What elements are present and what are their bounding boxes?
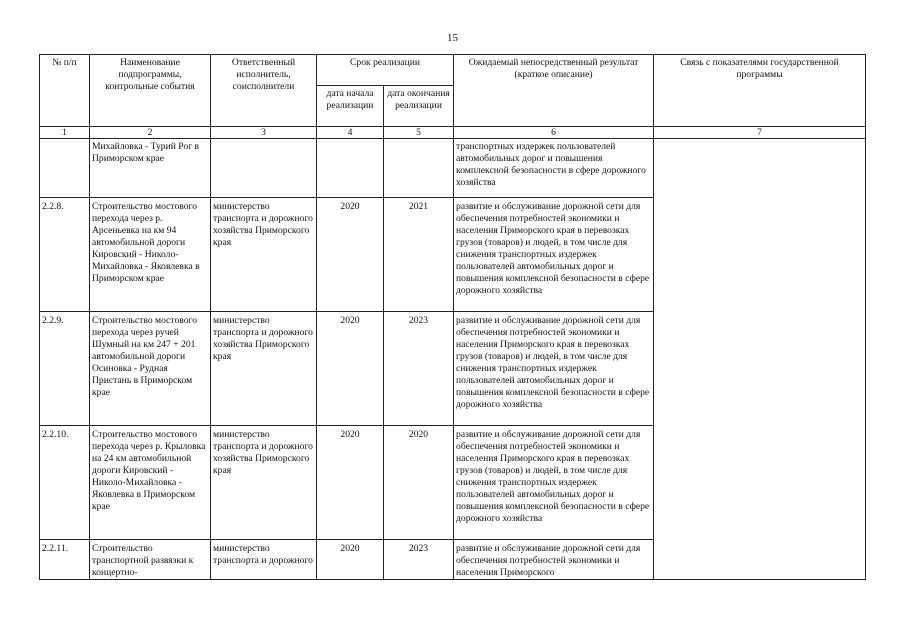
header-responsible: Ответственный исполнитель, соисполнители: [211, 55, 317, 127]
row-link: [654, 139, 866, 580]
column-number: 7: [654, 127, 866, 139]
column-number: 4: [317, 127, 384, 139]
row-end: 2023: [384, 540, 454, 580]
row-end: 2020: [384, 426, 454, 540]
column-number: 3: [211, 127, 317, 139]
row-name: Строительство мостового перехода через р. Арсеньевка на км 94 автомобильной дороги Кировский - Николо-Михайловка - Яковлевка в Приморском крае: [90, 198, 211, 312]
row-num: 2.2.8.: [40, 198, 90, 312]
row-result: развитие и обслуживание дорожной сети для обеспечения потребностей экономики и населения Приморского края в перевозках грузов (товаров) и людей, в том числе для снижения транспортных издержек пользователей автомобильных дорог и повышения комплексной безопасности в сфере дорожного хозяйства: [454, 198, 654, 312]
row-end: 2021: [384, 198, 454, 312]
row-responsible: министерство транспорта и дорожного хозяйства Приморского края: [211, 198, 317, 312]
column-number: 6: [454, 127, 654, 139]
row-start: 2020: [317, 312, 384, 426]
row-name: Строительство мостового перехода через р. Крыловка на 24 км автомобильной дороги Кировский - Николо-Михайловка - Яковлевка в Приморском крае: [90, 426, 211, 540]
row-num: 2.2.11.: [40, 540, 90, 580]
row-start: 2020: [317, 198, 384, 312]
table-row: [40, 139, 866, 198]
program-events-table: [39, 54, 866, 580]
row-responsible: министерство транспорта и дорожного хозяйства Приморского края: [211, 426, 317, 540]
row-result: развитие и обслуживание дорожной сети для обеспечения потребностей экономики и населения Приморского: [454, 540, 654, 580]
row-start: 2020: [317, 426, 384, 540]
header-row: [40, 55, 866, 86]
row-responsible: министерство транспорта и дорожного: [211, 540, 317, 580]
header-period: Срок реализации: [317, 55, 454, 86]
header-link: Связь с показателями государственной программы: [654, 55, 866, 127]
row-end: 2023: [384, 312, 454, 426]
row-result: транспортных издержек пользователей автомобильных дорог и повышения комплексной безопасности в сфере дорожного хозяйства: [454, 139, 654, 198]
row-result: развитие и обслуживание дорожной сети для обеспечения потребностей экономики и населения Приморского края в перевозках грузов (товаров) и людей, в том числе для снижения транспортных издержек пользователей автомобильных дорог и повышения комплексной безопасности в сфере дорожного хозяйства: [454, 426, 654, 540]
page-number: 15: [447, 32, 458, 44]
row-name: Михайловка - Турий Рог в Приморском крае: [90, 139, 211, 198]
row-num: 2.2.10.: [40, 426, 90, 540]
header-start: дата начала реализации: [317, 86, 384, 127]
row-name: Строительство мостового перехода через ручей Шумный на км 247 + 201 автомобильной дороги Осиновка - Рудная Пристань в Приморском крае: [90, 312, 211, 426]
header-end: дата окончания реализации: [384, 86, 454, 127]
row-responsible: [211, 139, 317, 198]
row-start: 2020: [317, 540, 384, 580]
column-number: 5: [384, 127, 454, 139]
row-num: [40, 139, 90, 198]
row-start: [317, 139, 384, 198]
row-responsible: министерство транспорта и дорожного хозяйства Приморского края: [211, 312, 317, 426]
header-result: Ожидаемый непосредственный результат (краткое описание): [454, 55, 654, 127]
column-numbers-row: [40, 127, 866, 139]
row-end: [384, 139, 454, 198]
row-num: 2.2.9.: [40, 312, 90, 426]
header-name: Наименование подпрограммы, контрольные события: [90, 55, 211, 127]
header-num: № п/п: [40, 55, 90, 127]
row-name: Строительство транспортной развязки к концертно-: [90, 540, 211, 580]
row-result: развитие и обслуживание дорожной сети для обеспечения потребностей экономики и населения Приморского края в перевозках грузов (товаров) и людей, в том числе для снижения транспортных издержек пользователей автомобильных дорог и повышения комплексной безопасности в сфере дорожного хозяйства: [454, 312, 654, 426]
column-number: 2: [90, 127, 211, 139]
column-number: 1: [40, 127, 90, 139]
